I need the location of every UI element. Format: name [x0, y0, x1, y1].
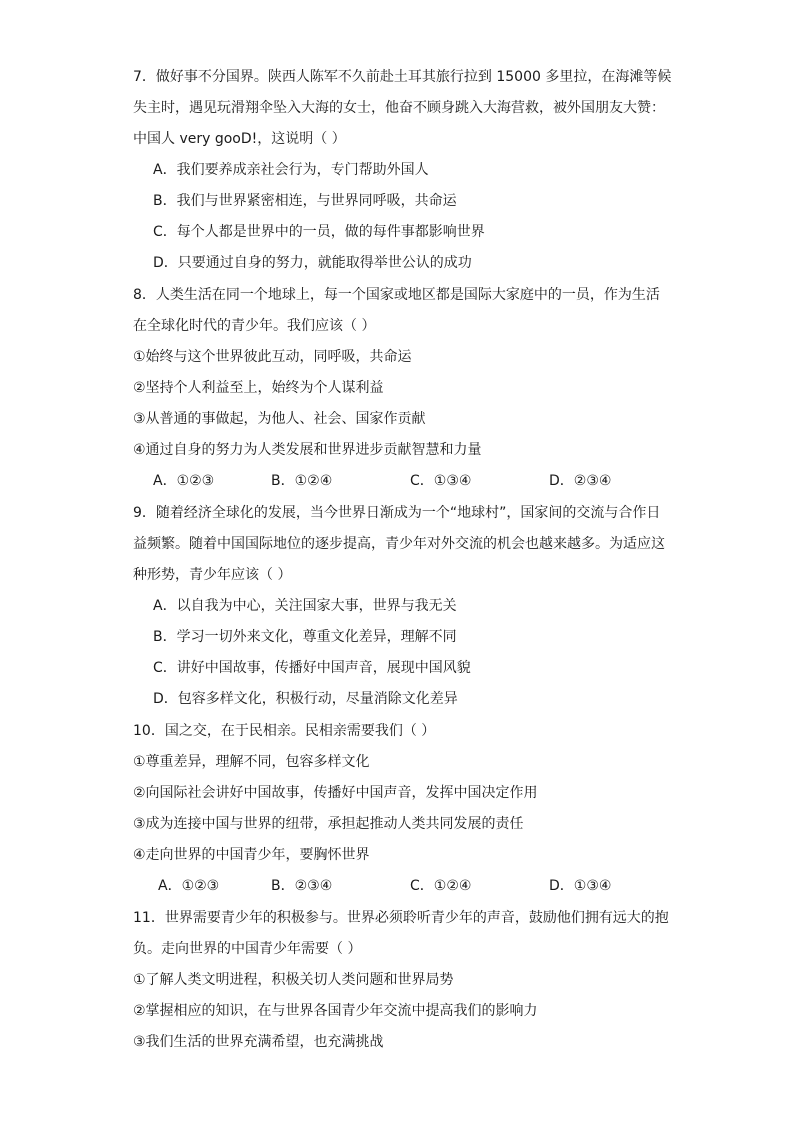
q8-choice-c: C．①③④ [410, 473, 472, 489]
q7-option-d: D．只要通过自身的努力，就能取得举世公认的成功 [153, 255, 472, 271]
q10-choice-d: D．①③④ [549, 878, 612, 894]
q11-stem-line-1: 11．世界需要青少年的积极参与。世界必须聆听青少年的声音，鼓励他们拥有远大的抱 [133, 910, 669, 926]
q7-stem-line-1: 7．做好事不分国界。陕西人陈军不久前赴土耳其旅行拉到 15000 多里拉，在海滩等候 [133, 69, 672, 85]
q8-choice-d: D．②③④ [549, 473, 612, 489]
q7-option-a: A．我们要养成亲社会行为，专门帮助外国人 [153, 162, 429, 178]
q10-choice-c: C．①②④ [410, 878, 472, 894]
q8-item-4: ④通过自身的努力为人类发展和世界进步贡献智慧和力量 [133, 442, 482, 458]
q8-stem-line-1: 8．人类生活在同一个地球上，每一个国家或地区都是国际大家庭中的一员，作为生活 [133, 287, 660, 303]
q11-item-2: ②掌握相应的知识，在与世界各国青少年交流中提高我们的影响力 [133, 1003, 538, 1019]
q11-item-3: ③我们生活的世界充满希望，也充满挑战 [133, 1034, 384, 1050]
q8-item-3: ③从普通的事做起，为他人、社会、国家作贡献 [133, 411, 426, 427]
q11-item-1: ①了解人类文明进程，积极关切人类问题和世界局势 [133, 972, 454, 988]
q11-stem-line-2: 负。走向世界的中国青少年需要（ ） [133, 941, 362, 957]
q9-stem-line-2: 益频繁。随着中国国际地位的逐步提高，青少年对外交流的机会也越来越多。为适应这 [133, 536, 665, 552]
q9-stem-line-1: 9．随着经济全球化的发展，当今世界日渐成为一个“地球村”，国家间的交流与合作日 [133, 505, 661, 521]
q10-choice-a: A．①②③ [158, 878, 220, 894]
q7-stem-line-3: 中国人 very gooD!，这说明（ ） [133, 131, 346, 147]
q9-stem-line-3: 种形势，青少年应该（ ） [133, 567, 292, 583]
q7-option-b: B．我们与世界紧密相连，与世界同呼吸，共命运 [153, 193, 457, 209]
q7-stem-line-2: 失主时，遇见玩滑翔伞坠入大海的女士，他奋不顾身跳入大海营救，被外国朋友大赞： [133, 100, 665, 116]
q7-option-c: C．每个人都是世界中的一员，做的每件事都影响世界 [153, 224, 485, 240]
q9-option-c: C．讲好中国故事，传播好中国声音，展现中国风貌 [153, 660, 471, 676]
q10-choice-row [158, 876, 718, 896]
q8-choice-row [153, 471, 713, 491]
q8-stem-line-2: 在全球化时代的青少年。我们应该（ ） [133, 318, 376, 334]
q10-choice-b: B．②③④ [271, 878, 333, 894]
q10-item-2: ②向国际社会讲好中国故事，传播好中国声音，发挥中国决定作用 [133, 785, 538, 801]
q8-choice-b: B．①②④ [271, 473, 333, 489]
q10-item-1: ①尊重差异，理解不同，包容多样文化 [133, 754, 370, 770]
q8-item-2: ②坚持个人利益至上，始终为个人谋利益 [133, 380, 384, 396]
q10-stem-line-1: 10．国之交，在于民相亲。民相亲需要我们（ ） [133, 723, 436, 739]
q9-option-b: B．学习一切外来文化，尊重文化差异，理解不同 [153, 629, 457, 645]
q10-item-4: ④走向世界的中国青少年，要胸怀世界 [133, 847, 370, 863]
q9-option-d: D．包容多样文化，积极行动，尽量消除文化差异 [153, 691, 458, 707]
q10-item-3: ③成为连接中国与世界的纽带，承担起推动人类共同发展的责任 [133, 816, 524, 832]
q9-option-a: A．以自我为中心，关注国家大事，世界与我无关 [153, 598, 457, 614]
q8-choice-a: A．①②③ [153, 473, 215, 489]
q8-item-1: ①始终与这个世界彼此互动，同呼吸，共命运 [133, 349, 412, 365]
